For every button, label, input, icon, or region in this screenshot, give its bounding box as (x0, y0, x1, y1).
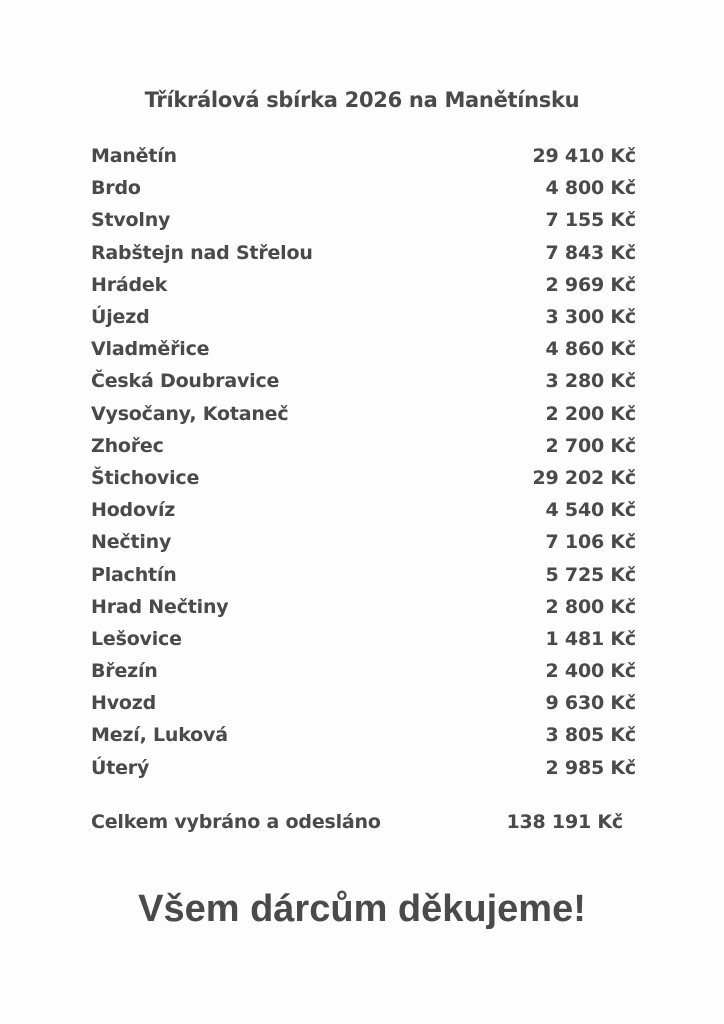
place-name: Nečtiny (91, 531, 172, 554)
place-name: Újezd (91, 306, 150, 329)
list-item (91, 655, 636, 687)
list-item (91, 494, 636, 526)
amount: 2 969 Kč (545, 273, 636, 296)
place-name: Plachtín (91, 563, 177, 586)
place-name: Stvolny (91, 209, 171, 232)
collection-list (91, 140, 636, 784)
place-name: Mezí, Luková (91, 724, 228, 747)
place-name: Česká Doubravice (91, 370, 280, 393)
amount: 4 540 Kč (545, 499, 636, 522)
list-item (91, 140, 636, 172)
list-item (91, 752, 636, 784)
list-item (91, 269, 636, 301)
amount: 5 725 Kč (545, 563, 636, 586)
place-name: Vladměřice (91, 338, 210, 361)
list-item (91, 687, 636, 719)
amount: 2 700 Kč (545, 434, 636, 457)
place-name: Lešovice (91, 627, 182, 650)
list-item (91, 462, 636, 494)
list-item (91, 526, 636, 558)
amount: 2 985 Kč (545, 756, 636, 779)
total-amount: 138 191 Kč (506, 811, 623, 833)
place-name: Štichovice (91, 466, 200, 489)
amount: 7 843 Kč (545, 241, 636, 264)
place-name: Rabštejn nad Střelou (91, 241, 313, 264)
amount: 4 800 Kč (545, 177, 636, 200)
list-item (91, 301, 636, 333)
amount: 2 200 Kč (545, 402, 636, 425)
list-item (91, 398, 636, 430)
list-item (91, 591, 636, 623)
place-name: Manětín (91, 145, 177, 168)
place-name: Březín (91, 660, 158, 683)
place-name: Hrádek (91, 273, 168, 296)
amount: 2 800 Kč (545, 595, 636, 618)
place-name: Hrad Nečtiny (91, 595, 229, 618)
amount: 3 280 Kč (545, 370, 636, 393)
amount: 29 202 Kč (532, 466, 636, 489)
amount: 9 630 Kč (545, 692, 636, 715)
list-item (91, 333, 636, 365)
total-row (91, 811, 623, 833)
place-name: Zhořec (91, 434, 164, 457)
list-item (91, 558, 636, 590)
amount: 3 805 Kč (545, 724, 636, 747)
amount: 7 155 Kč (545, 209, 636, 232)
amount: 7 106 Kč (545, 531, 636, 554)
amount: 2 400 Kč (545, 660, 636, 683)
place-name: Vysočany, Kotaneč (91, 402, 289, 425)
place-name: Úterý (91, 756, 150, 779)
list-item (91, 172, 636, 204)
thanks-message: Všem dárcům děkujeme! (138, 888, 586, 930)
list-item (91, 430, 636, 462)
amount: 1 481 Kč (545, 627, 636, 650)
list-item (91, 719, 636, 751)
document-title: Tříkrálová sbírka 2026 na Manětínsku (144, 88, 580, 112)
list-item (91, 365, 636, 397)
amount: 4 860 Kč (545, 338, 636, 361)
amount: 3 300 Kč (545, 306, 636, 329)
list-item (91, 623, 636, 655)
amount: 29 410 Kč (532, 145, 636, 168)
list-item (91, 237, 636, 269)
place-name: Hodovíz (91, 499, 176, 522)
place-name: Hvozd (91, 692, 156, 715)
list-item (91, 204, 636, 236)
place-name: Brdo (91, 177, 141, 200)
total-label: Celkem vybráno a odesláno (91, 811, 381, 833)
